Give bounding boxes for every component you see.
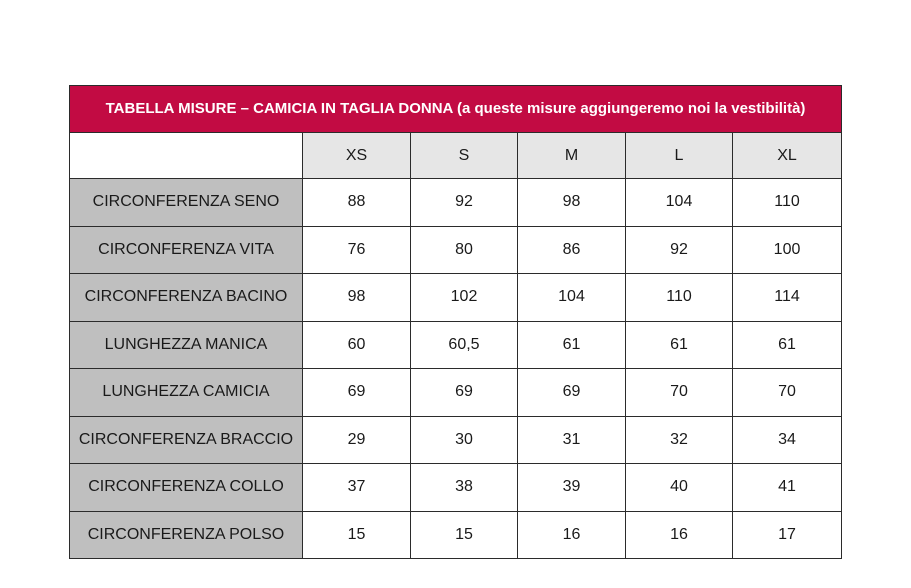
measurement-cell: 60,5 [411, 321, 518, 369]
measurement-cell: 32 [626, 416, 733, 464]
measurement-cell: 104 [626, 179, 733, 227]
measurement-cell: 38 [411, 464, 518, 512]
size-chart-table [69, 85, 842, 559]
measurement-cell: 98 [518, 179, 626, 227]
size-header-l: L [626, 133, 733, 179]
measurement-cell: 92 [626, 226, 733, 274]
size-header-xl: XL [733, 133, 842, 179]
table-row [70, 226, 842, 274]
measurement-cell: 102 [411, 274, 518, 322]
table-row [70, 321, 842, 369]
measurement-cell: 15 [411, 511, 518, 559]
row-label: LUNGHEZZA MANICA [70, 321, 303, 369]
measurement-cell: 61 [626, 321, 733, 369]
measurement-cell: 88 [303, 179, 411, 227]
measurement-cell: 16 [518, 511, 626, 559]
row-label: CIRCONFERENZA COLLO [70, 464, 303, 512]
measurement-cell: 69 [303, 369, 411, 417]
measurement-cell: 110 [733, 179, 842, 227]
measurement-cell: 69 [411, 369, 518, 417]
measurement-cell: 86 [518, 226, 626, 274]
table-row [70, 274, 842, 322]
measurement-cell: 15 [303, 511, 411, 559]
size-header-s: S [411, 133, 518, 179]
table-title: TABELLA MISURE – CAMICIA IN TAGLIA DONNA (a queste misure aggiungeremo noi la vestibilità) [70, 86, 842, 133]
row-label: LUNGHEZZA CAMICIA [70, 369, 303, 417]
title-row [70, 86, 842, 133]
measurement-cell: 39 [518, 464, 626, 512]
size-header-xs: XS [303, 133, 411, 179]
measurement-cell: 37 [303, 464, 411, 512]
measurement-cell: 98 [303, 274, 411, 322]
measurement-cell: 110 [626, 274, 733, 322]
table-row [70, 511, 842, 559]
measurement-cell: 60 [303, 321, 411, 369]
measurement-cell: 61 [733, 321, 842, 369]
measurement-cell: 114 [733, 274, 842, 322]
measurement-cell: 17 [733, 511, 842, 559]
measurement-cell: 40 [626, 464, 733, 512]
measurement-cell: 80 [411, 226, 518, 274]
row-label: CIRCONFERENZA POLSO [70, 511, 303, 559]
measurement-cell: 92 [411, 179, 518, 227]
measurement-cell: 100 [733, 226, 842, 274]
size-header-row [70, 133, 842, 179]
table-row [70, 464, 842, 512]
measurement-cell: 29 [303, 416, 411, 464]
measurement-cell: 104 [518, 274, 626, 322]
row-label: CIRCONFERENZA BACINO [70, 274, 303, 322]
row-label: CIRCONFERENZA VITA [70, 226, 303, 274]
measurement-cell: 70 [733, 369, 842, 417]
measurement-cell: 34 [733, 416, 842, 464]
row-label: CIRCONFERENZA SENO [70, 179, 303, 227]
header-corner-cell [70, 133, 303, 179]
measurement-cell: 30 [411, 416, 518, 464]
measurement-cell: 61 [518, 321, 626, 369]
measurement-cell: 70 [626, 369, 733, 417]
size-header-m: M [518, 133, 626, 179]
table-row [70, 416, 842, 464]
measurement-cell: 69 [518, 369, 626, 417]
table-row [70, 369, 842, 417]
table-row [70, 179, 842, 227]
measurement-cell: 76 [303, 226, 411, 274]
measurement-cell: 16 [626, 511, 733, 559]
measurement-cell: 41 [733, 464, 842, 512]
measurement-cell: 31 [518, 416, 626, 464]
row-label: CIRCONFERENZA BRACCIO [70, 416, 303, 464]
